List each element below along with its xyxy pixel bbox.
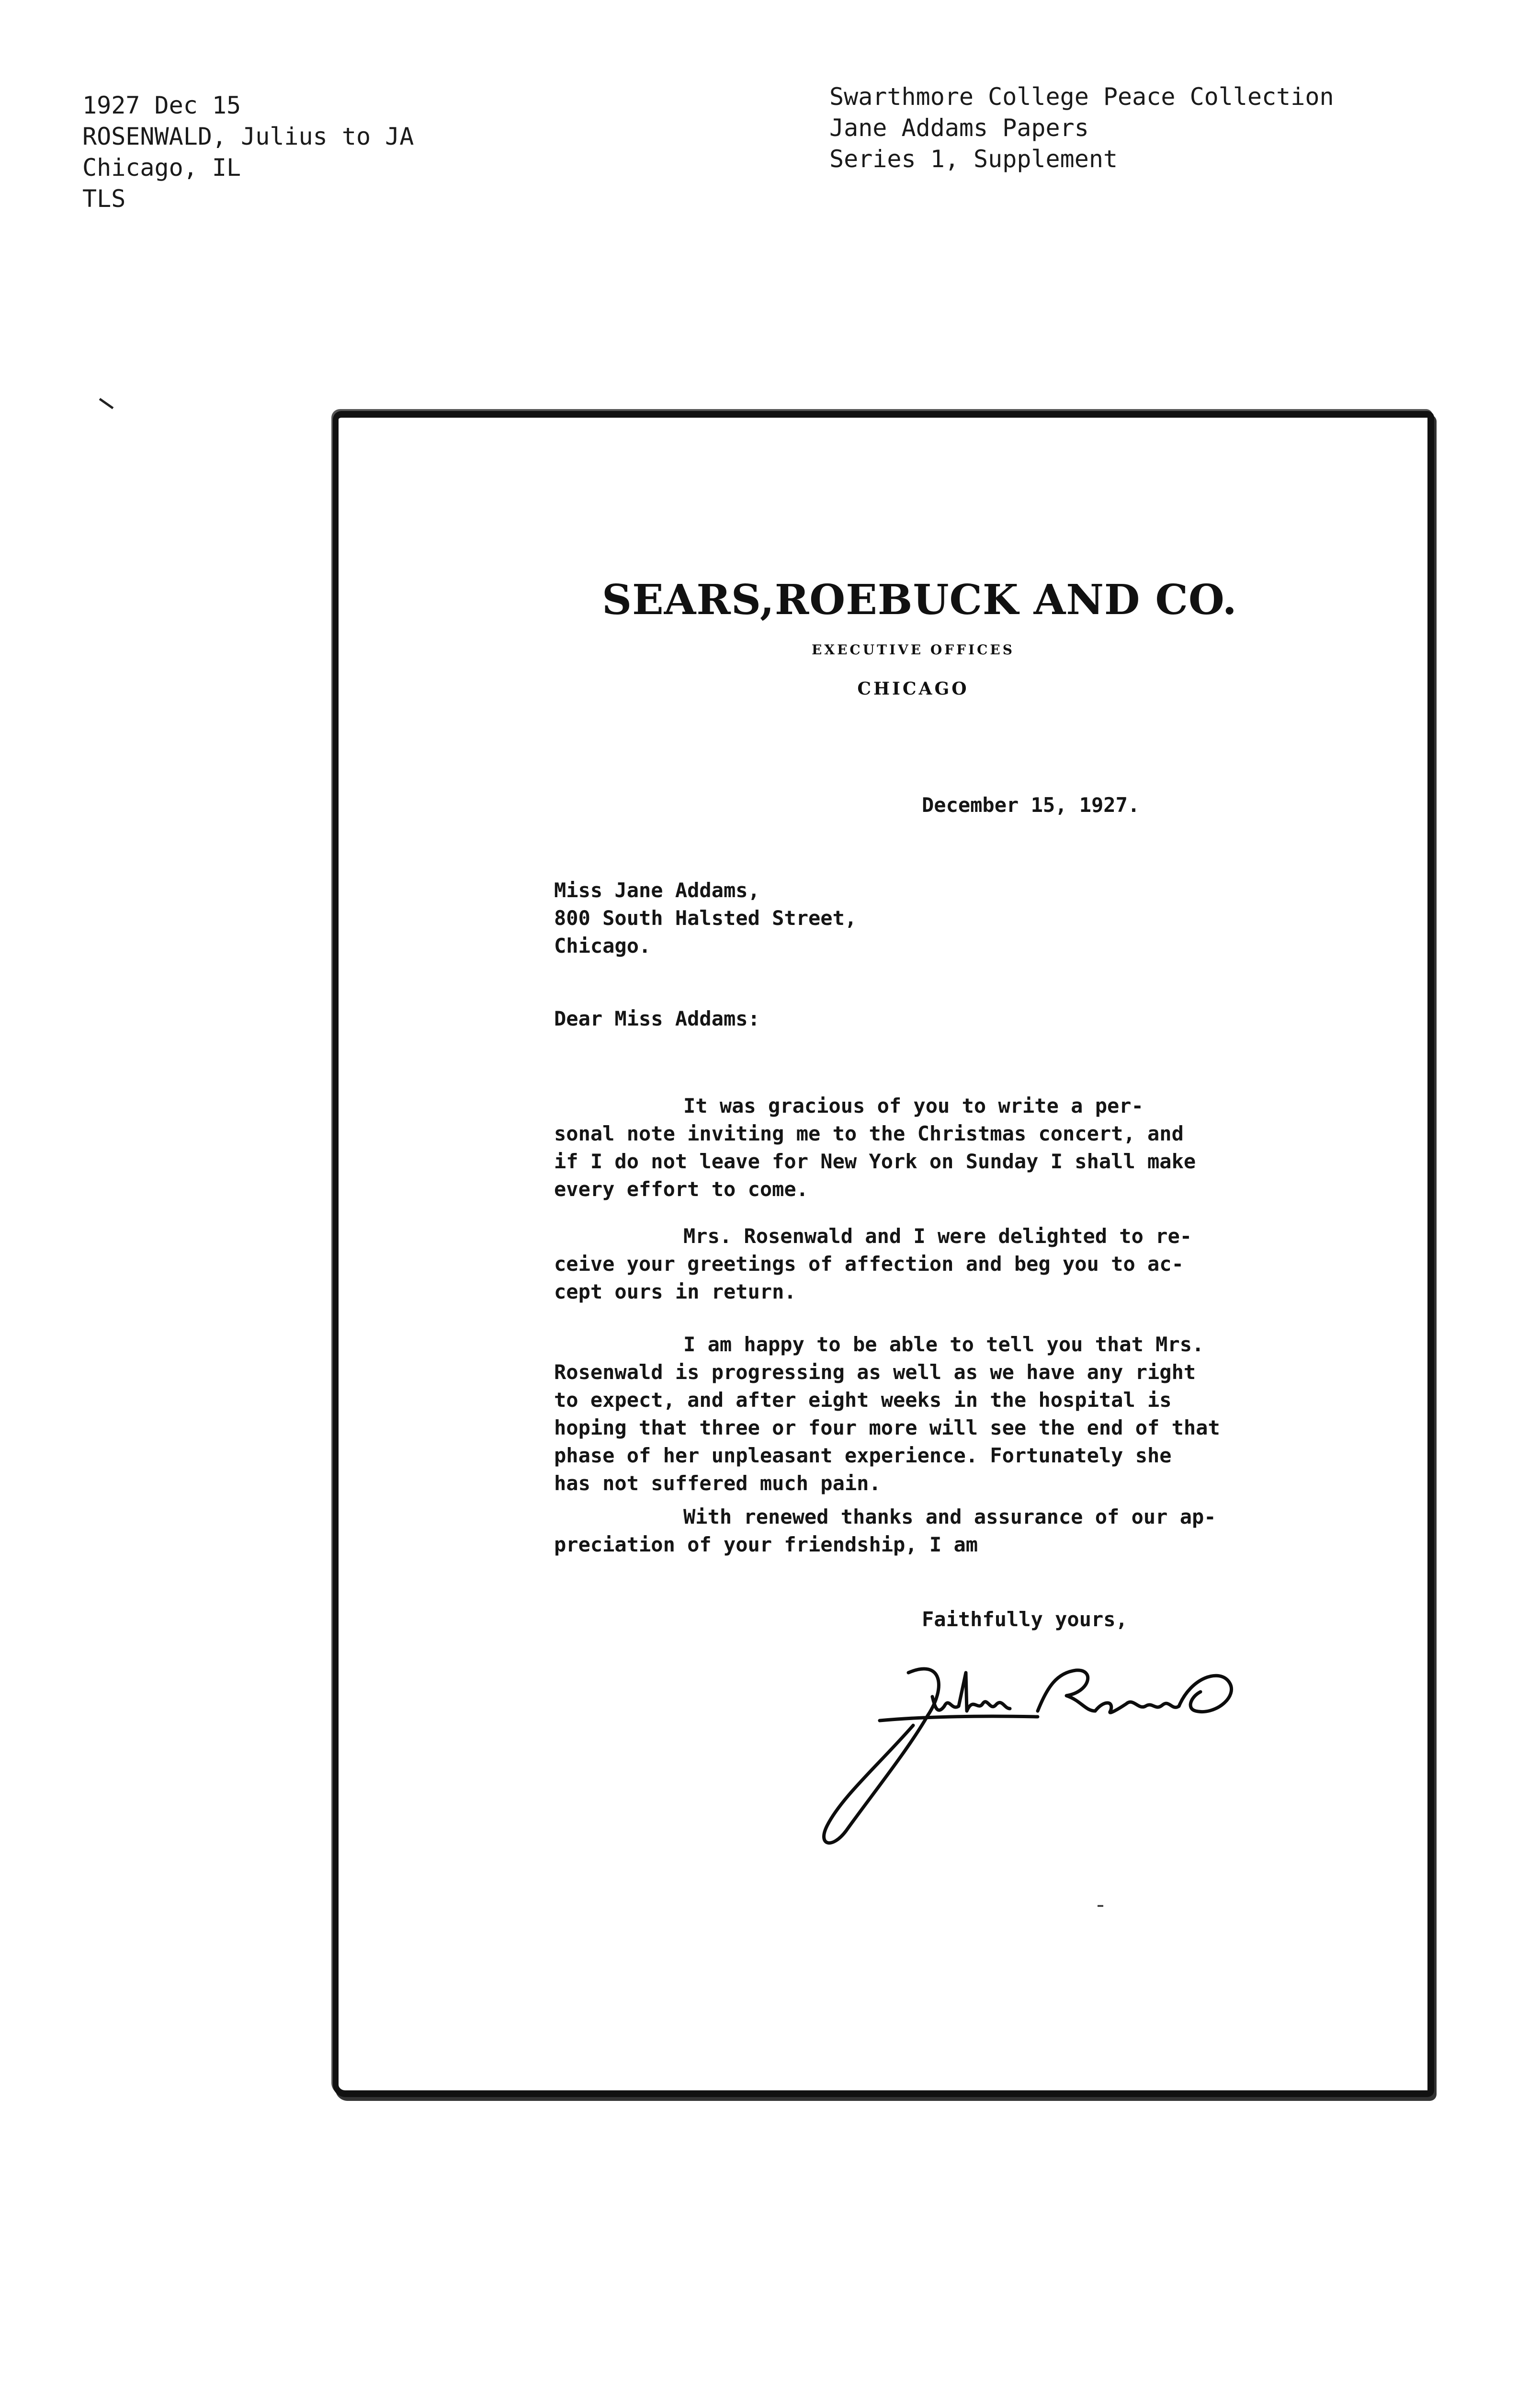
collection-name: Swarthmore College Peace Collection: [829, 83, 1334, 111]
recipient-name: Miss Jane Addams,: [554, 878, 760, 902]
paragraph-line: It was gracious of you to write a per-: [683, 1094, 1144, 1118]
catalog-correspondents: ROSENWALD, Julius to JA: [82, 123, 414, 150]
collection-info: [829, 81, 1334, 175]
ink-speck: [1098, 1905, 1103, 1907]
collection-series: Series 1, Supplement: [829, 145, 1118, 173]
letterhead-department: EXECUTIVE OFFICES: [812, 642, 1015, 658]
letter-date: December 15, 1927.: [922, 793, 1140, 817]
salutation: Dear Miss Addams:: [554, 1007, 760, 1030]
paragraph-line: Mrs. Rosenwald and I were delighted to re-: [683, 1224, 1192, 1248]
recipient-address: [554, 877, 857, 960]
recipient-street: 800 South Halsted Street,: [554, 906, 857, 930]
paragraph-line: every effort to come.: [554, 1177, 809, 1201]
catalog-place: Chicago, IL: [82, 154, 241, 182]
paragraph-line: has not suffered much pain.: [554, 1471, 881, 1495]
paragraph-line: cept ours in return.: [554, 1280, 796, 1303]
paragraph-line: sonal note inviting me to the Christmas concert, and: [554, 1122, 1184, 1145]
recipient-city: Chicago.: [554, 934, 651, 958]
collection-papers: Jane Addams Papers: [829, 114, 1089, 142]
paragraph-3: [554, 1331, 1220, 1497]
paragraph-1: [554, 1092, 1196, 1203]
paragraph-line: ceive your greetings of affection and beg you to ac-: [554, 1252, 1184, 1276]
catalog-info: [82, 90, 414, 215]
paragraph-line: hoping that three or four more will see the end of that: [554, 1416, 1220, 1439]
handwritten-signature: [789, 1644, 1248, 1855]
paragraph-line: With renewed thanks and assurance of our ap-: [683, 1505, 1216, 1528]
paragraph-line: phase of her unpleasant experience. Fortunately she: [554, 1444, 1172, 1467]
complimentary-close: Faithfully yours,: [922, 1608, 1128, 1631]
letter-sheet: [333, 411, 1434, 2097]
letterhead-city: CHICAGO: [857, 679, 969, 699]
paragraph-4: [554, 1503, 1216, 1559]
catalog-date: 1927 Dec 15: [82, 91, 241, 119]
catalog-doc-type: TLS: [82, 185, 126, 213]
stray-mark: [99, 398, 114, 410]
paragraph-line: to expect, and after eight weeks in the hospital is: [554, 1388, 1172, 1412]
letterhead-company: SEARS,ROEBUCK AND CO.: [602, 576, 1237, 624]
paragraph-line: I am happy to be able to tell you that Mrs.: [683, 1333, 1204, 1356]
paragraph-line: preciation of your friendship, I am: [554, 1533, 978, 1556]
paragraph-line: Rosenwald is progressing as well as we have any right: [554, 1360, 1196, 1384]
paragraph-2: [554, 1222, 1192, 1306]
paragraph-line: if I do not leave for New York on Sunday I shall make: [554, 1150, 1196, 1173]
